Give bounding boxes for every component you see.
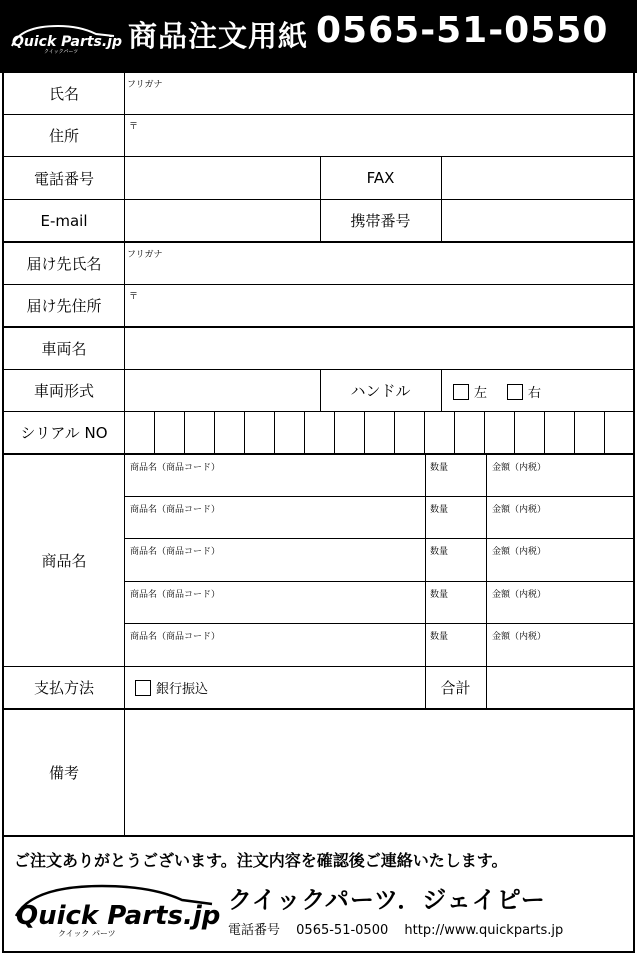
payment-label: 支払方法 (4, 667, 125, 708)
email-row (4, 200, 633, 243)
handle-right-option[interactable] (507, 382, 541, 401)
tel-caption: 電話番号 (228, 923, 281, 938)
serial-digit-divider (514, 412, 515, 453)
product-label: 商品名 (4, 455, 125, 666)
handle-left-checkbox[interactable] (453, 384, 469, 400)
email-label: E-mail (4, 200, 125, 241)
handle-left-option[interactable] (453, 382, 487, 401)
name-row (4, 73, 633, 115)
logo-text-large: Quick Parts.jp (16, 901, 221, 931)
product-item-row[interactable] (125, 497, 633, 539)
product-name-caption: 商品名（商品コード） (130, 632, 221, 642)
product-name-caption: 商品名（商品コード） (130, 505, 221, 515)
bank-transfer-option[interactable] (135, 678, 208, 697)
tel-row (4, 157, 633, 200)
product-item-row[interactable] (125, 455, 633, 497)
amount-caption: 金額（内税） (492, 590, 547, 600)
handle-left-label: 左 (474, 386, 488, 401)
logo-subtext: クイックパーツ (44, 49, 79, 54)
logo-text: Quick Parts.jp (12, 34, 122, 50)
fax-field[interactable] (442, 157, 633, 199)
total-label: 合計 (440, 679, 471, 697)
email-field[interactable] (126, 200, 320, 241)
serial-digit-divider (454, 412, 455, 453)
serial-digit-divider (394, 412, 395, 453)
company-name: クイックパーツ．ジェイピー (228, 886, 546, 914)
handle-right-checkbox[interactable] (507, 384, 523, 400)
payment-row (4, 667, 633, 710)
name-field[interactable] (126, 73, 633, 114)
address-field[interactable] (126, 115, 633, 156)
serial-digit-divider (604, 412, 605, 453)
header-phone: 0565-51-0550 (316, 10, 609, 51)
product-item-row[interactable] (125, 624, 633, 667)
delivery-postal-mark: 〒 (129, 292, 139, 302)
vehicle-name-row (4, 328, 633, 370)
amount-caption: 金額（内税） (492, 547, 547, 557)
thank-you-message: ご注文ありがとうございます。注文内容を確認後ご連絡いたします。 (14, 851, 508, 870)
notes-field[interactable] (126, 710, 633, 835)
contact-info (228, 919, 575, 938)
name-label: 氏名 (4, 73, 125, 114)
fax-label: FAX (366, 169, 395, 187)
furigana-note: フリガナ (127, 80, 163, 90)
serial-digit-divider (304, 412, 305, 453)
address-label: 住所 (4, 115, 125, 156)
header-bar (0, 0, 637, 73)
logo-subtext-large: クイック パーツ (58, 929, 116, 938)
vehicle-model-field[interactable] (126, 370, 320, 411)
serial-digit-divider (484, 412, 485, 453)
serial-digit-divider (154, 412, 155, 453)
mobile-field[interactable] (442, 200, 633, 241)
form-title: 商品注文用紙 (128, 19, 309, 53)
delivery-address-row (4, 285, 633, 328)
quick-parts-logo (10, 20, 122, 54)
bank-transfer-label: 銀行振込 (156, 682, 209, 697)
notes-label: 備考 (4, 710, 125, 835)
delivery-name-row (4, 243, 633, 285)
postal-mark: 〒 (129, 122, 139, 132)
tel-field[interactable] (126, 157, 320, 199)
divider (441, 370, 442, 411)
product-item-row[interactable] (125, 582, 633, 624)
total-field[interactable] (487, 667, 633, 708)
website-url[interactable]: http://www.quickparts.jp (404, 923, 564, 938)
serial-label: シリアル NO (4, 412, 125, 453)
product-block (4, 455, 633, 667)
serial-digit-divider (574, 412, 575, 453)
serial-digit-divider (214, 412, 215, 453)
contact-phone: 0565-51-0500 (296, 923, 389, 938)
vehicle-model-label: 車両形式 (4, 370, 125, 411)
product-name-caption: 商品名（商品コード） (130, 590, 221, 600)
quantity-caption: 数量 (430, 590, 449, 600)
mobile-label: 携帯番号 (350, 212, 411, 230)
handle-right-label: 右 (528, 386, 542, 401)
tel-label: 電話番号 (4, 157, 125, 199)
serial-digit-divider (274, 412, 275, 453)
amount-caption: 金額（内税） (492, 632, 547, 642)
product-name-caption: 商品名（商品コード） (130, 547, 221, 557)
quantity-caption: 数量 (430, 463, 449, 473)
bank-transfer-checkbox[interactable] (135, 680, 151, 696)
amount-caption: 金額（内税） (492, 505, 547, 515)
serial-field[interactable] (126, 412, 633, 453)
quick-parts-logo-large (12, 880, 222, 940)
quantity-caption: 数量 (430, 547, 449, 557)
vehicle-model-row (4, 370, 633, 412)
order-form (2, 73, 635, 953)
address-row (4, 115, 633, 157)
serial-row (4, 412, 633, 455)
amount-caption: 金額（内税） (492, 463, 547, 473)
vehicle-name-field[interactable] (126, 328, 633, 369)
quantity-caption: 数量 (430, 505, 449, 515)
delivery-name-field[interactable] (126, 243, 633, 284)
serial-digit-divider (184, 412, 185, 453)
notes-row (4, 710, 633, 837)
product-name-caption: 商品名（商品コード） (130, 463, 221, 473)
delivery-furigana-note: フリガナ (127, 250, 163, 260)
handle-label: ハンドル (350, 382, 411, 400)
serial-digit-divider (424, 412, 425, 453)
delivery-name-label: 届け先氏名 (4, 243, 125, 284)
delivery-address-field[interactable] (126, 285, 633, 326)
serial-digit-divider (544, 412, 545, 453)
serial-digit-divider (334, 412, 335, 453)
vehicle-name-label: 車両名 (4, 328, 125, 369)
quantity-caption: 数量 (430, 632, 449, 642)
delivery-address-label: 届け先住所 (4, 285, 125, 326)
product-item-row[interactable] (125, 539, 633, 582)
serial-digit-divider (364, 412, 365, 453)
serial-digit-divider (244, 412, 245, 453)
